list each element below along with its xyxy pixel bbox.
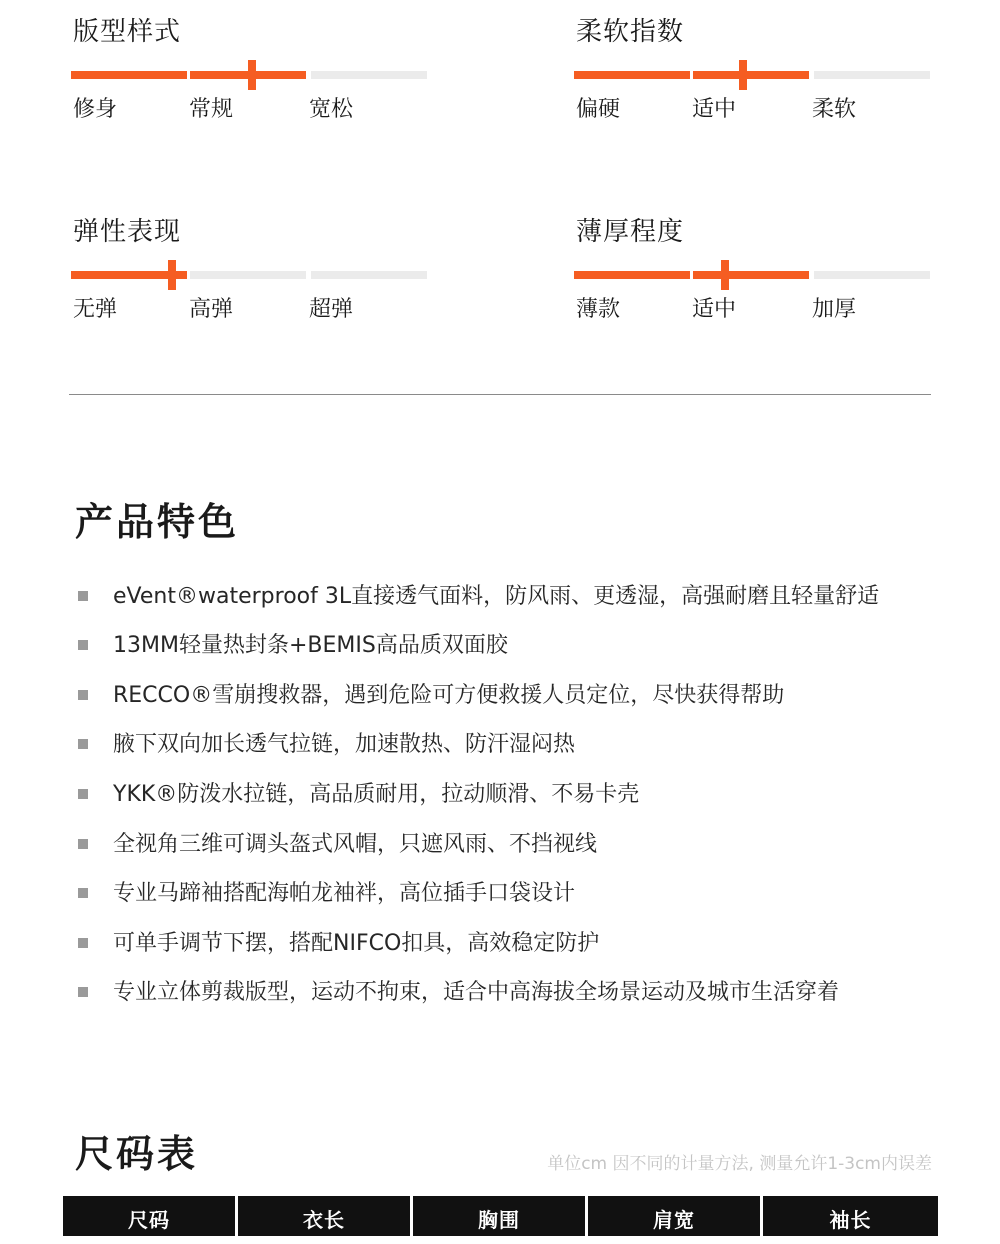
feature-text: 全视角三维可调头盔式风帽，只遮风雨、不挡视线: [113, 832, 598, 857]
feature-item: [78, 582, 958, 612]
tick-label-low: 薄款: [576, 297, 621, 322]
table-header-shoulder: 肩宽: [588, 1196, 760, 1236]
attribute-track: [574, 271, 930, 279]
feature-text: eVent®waterproof 3L直接透气面料，防风雨、更透湿，高强耐磨且轻量舒适: [113, 584, 880, 609]
square-bullet-icon: [78, 888, 88, 898]
track-segment-3: [311, 71, 427, 79]
tick-label-mid: 适中: [692, 97, 737, 122]
square-bullet-icon: [78, 987, 88, 997]
level-marker: [248, 60, 256, 90]
table-header-size: 尺码: [63, 1196, 235, 1236]
tick-label-high: 柔软: [812, 97, 857, 122]
feature-text: 专业马蹄袖搭配海帕龙袖袢，高位插手口袋设计: [113, 881, 576, 906]
attribute-track: [71, 271, 427, 279]
track-segment-2: [693, 271, 809, 279]
feature-text: 专业立体剪裁版型，运动不拘束，适合中高海拔全场景运动及城市生活穿着: [113, 980, 840, 1005]
tick-label-high: 超弹: [309, 297, 354, 322]
square-bullet-icon: [78, 690, 88, 700]
attribute-track: [71, 71, 427, 79]
track-segment-3: [814, 271, 930, 279]
feature-item: [78, 681, 958, 711]
feature-text: RECCO®雪崩搜救器，遇到危险可方便救援人员定位，尽快获得帮助: [113, 683, 785, 708]
size-chart-title: 尺码表: [75, 1132, 199, 1176]
track-segment-2: [190, 271, 306, 279]
level-marker: [721, 260, 729, 290]
feature-text: YKK®防泼水拉链，高品质耐用，拉动顺滑、不易卡壳: [113, 782, 640, 807]
feature-text: 13MM轻量热封条+BEMIS高品质双面胶: [113, 633, 508, 658]
square-bullet-icon: [78, 789, 88, 799]
tick-label-mid: 高弹: [189, 297, 234, 322]
attribute-title: 薄厚程度: [576, 217, 685, 247]
features-title: 产品特色: [75, 500, 240, 544]
size-table-header: [63, 1196, 938, 1236]
tick-label-low: 偏硬: [576, 97, 621, 122]
measurement-note: 单位cm 因不同的计量方法, 测量允许1-3cm内误差: [547, 1154, 932, 1174]
tick-label-low: 修身: [73, 97, 118, 122]
attribute-title: 柔软指数: [576, 17, 685, 47]
track-segment-3: [814, 71, 930, 79]
tick-label-high: 加厚: [812, 297, 857, 322]
track-segment-1: [574, 71, 690, 79]
feature-item: [78, 830, 958, 860]
tick-label-low: 无弹: [73, 297, 118, 322]
table-header-length: 衣长: [238, 1196, 410, 1236]
square-bullet-icon: [78, 839, 88, 849]
track-segment-1: [71, 71, 187, 79]
tick-label-high: 宽松: [309, 97, 354, 122]
tick-label-mid: 常规: [189, 97, 234, 122]
level-marker: [739, 60, 747, 90]
level-marker: [168, 260, 176, 290]
feature-item: [78, 879, 958, 909]
feature-item: [78, 978, 958, 1008]
feature-text: 腋下双向加长透气拉链，加速散热、防汗湿闷热: [113, 732, 576, 757]
track-segment-3: [311, 271, 427, 279]
attribute-title: 版型样式: [73, 17, 182, 47]
feature-item: [78, 780, 958, 810]
track-segment-2: [693, 71, 809, 79]
attribute-track: [574, 71, 930, 79]
feature-text: 可单手调节下摆，搭配NIFCO扣具，高效稳定防护: [113, 931, 600, 956]
feature-item: [78, 631, 958, 661]
attribute-title: 弹性表现: [73, 217, 182, 247]
track-segment-1: [574, 271, 690, 279]
feature-item: [78, 929, 958, 959]
square-bullet-icon: [78, 739, 88, 749]
square-bullet-icon: [78, 640, 88, 650]
square-bullet-icon: [78, 591, 88, 601]
feature-item: [78, 730, 958, 760]
table-header-chest: 胸围: [413, 1196, 585, 1236]
square-bullet-icon: [78, 938, 88, 948]
tick-label-mid: 适中: [692, 297, 737, 322]
table-header-sleeve: 袖长: [763, 1196, 938, 1236]
section-divider: [69, 394, 931, 395]
